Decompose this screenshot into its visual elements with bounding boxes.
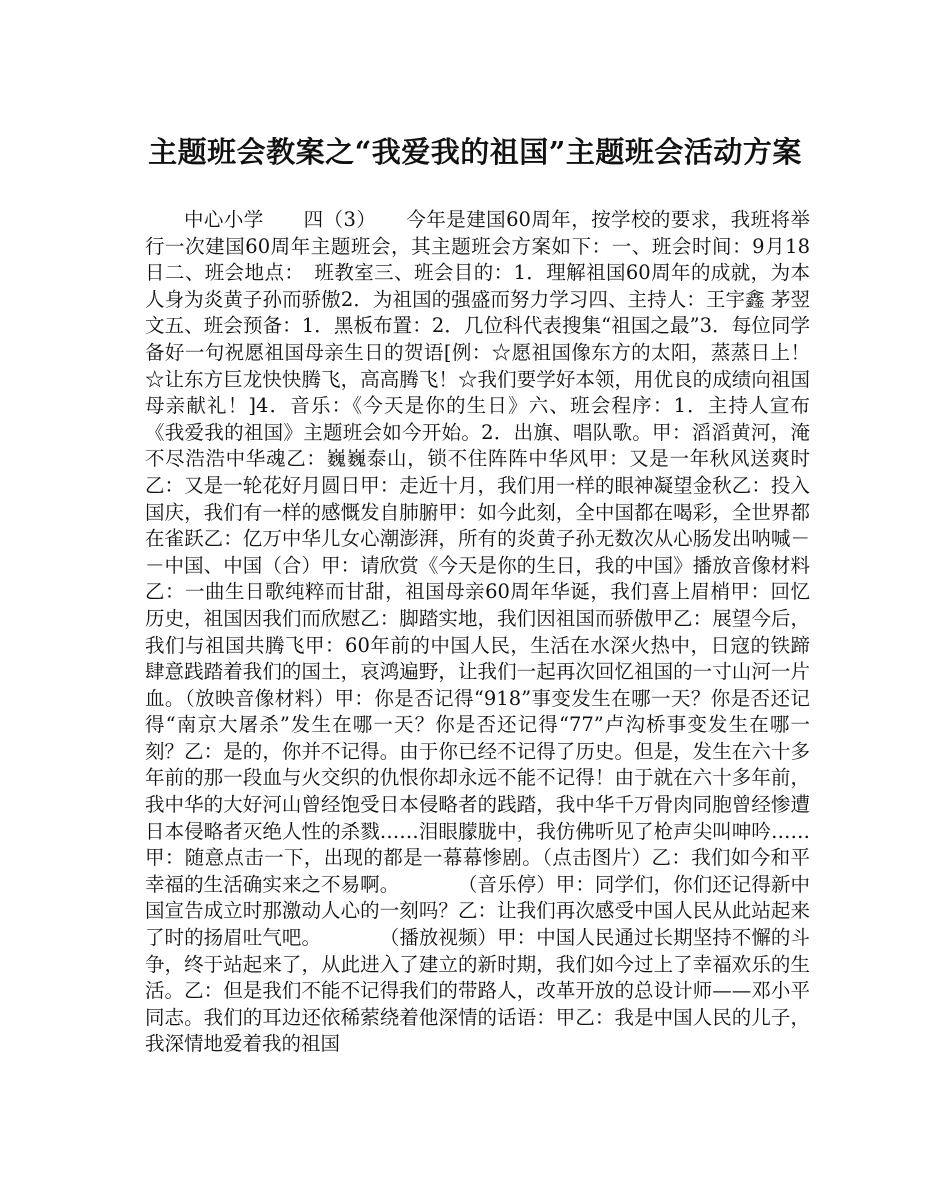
document-title: 主题班会教案之“我爱我的祖国”主题班会活动方案 <box>148 135 802 169</box>
document-body-paragraph: 中心小学 四（3） 今年是建国60周年，按学校的要求，我班将举行一次建国60周年主题班会，其主题班会方案如下：一、班会时间：9月18日二、班会地点： 班教室三、班会目的：1．理解祖国60周年的成就，为本人身为炎黄子孙而骄傲2．为祖国的强盛而努力学习四、主持人：王宇鑫 茅翌文五、班会预备：1．黑板布置：2．几位科代表搜集“祖国之最”3．每位同学备好一句祝愿祖国母亲生日的贺语[例：☆愿祖国像东方的太阳，蒸蒸日上！☆让东方巨龙快快腾飞，高高腾飞！☆我们要学好本领，用优良的成绩向祖国母亲献礼！]4．音乐：《今天是你的生日》六、班会程序：1．主持人宣布《我爱我的祖国》主题班会如今开始。2．出旗、唱队歌。甲：滔滔黄河，淹不尽浩浩中华魂乙：巍巍泰山，锁不住阵阵中华风甲：又是一年秋风送爽时乙：又是一轮花好月圆日甲：走近十月，我们用一样的眼神凝望金秋乙：投入国庆，我们有一样的感慨发自肺腑甲：如今此刻，全中国都在喝彩，全世界都在雀跃乙：亿万中华儿女心潮澎湃，所有的炎黄子孙无数次从心肠发出呐喊－－中国、中国（合）甲：请欣赏《今天是你的生日，我的中国》播放音像材料乙：一曲生日歌纯粹而甘甜，祖国母亲60周年华诞，我们喜上眉梢甲：回忆历史，祖国因我们而欣慰乙：脚踏实地，我们因祖国而骄傲甲乙：展望今后，我们与祖国共腾飞甲：60年前的中国人民，生活在水深火热中，日寇的铁蹄肆意践踏着我们的国土，哀鸿遍野，让我们一起再次回忆祖国的一寸山河一片血。（放映音像材料）甲：你是否记得“918”事变发生在哪一天？你是否还记得“南京大屠杀”发生在哪一天？你是否还记得“77”卢沟桥事变发生在哪一刻？乙：是的，你并不记得。由于你已经不记得了历史。但是，发生在六十多年前的那一段血与火交织的仇恨你却永远不能不记得！由于就在六十多年前，我中华的大好河山曾经饱受日本侵略者的践踏，我中华千万骨肉同胞曾经惨遭日本侵略者灭绝人性的杀戮……泪眼朦胧中，我仿佛听见了枪声尖叫呻吟……甲：随意点击一下，出现的都是一幕幕惨剧。（点击图片）乙：我们如今和平幸福的生活确实来之不易啊。 （音乐停）甲：同学们，你们还记得新中国宣告成立时那激动人心的一刻吗？乙：让我们再次感受中国人民从此站起来了时的扬眉吐气吧。 （播放视频）甲：中国人民通过长期坚持不懈的斗争，终于站起来了，从此进入了建立的新时期，我们如今过上了幸福欢乐的生活。乙：但是我们不能不记得我们的带路人，改革开放的总设计师——邓小平同志。我们的耳边还依稀萦绕着他深情的话语：甲乙：我是中国人民的儿子，我深情地爱着我的祖国 <box>145 208 810 1056</box>
